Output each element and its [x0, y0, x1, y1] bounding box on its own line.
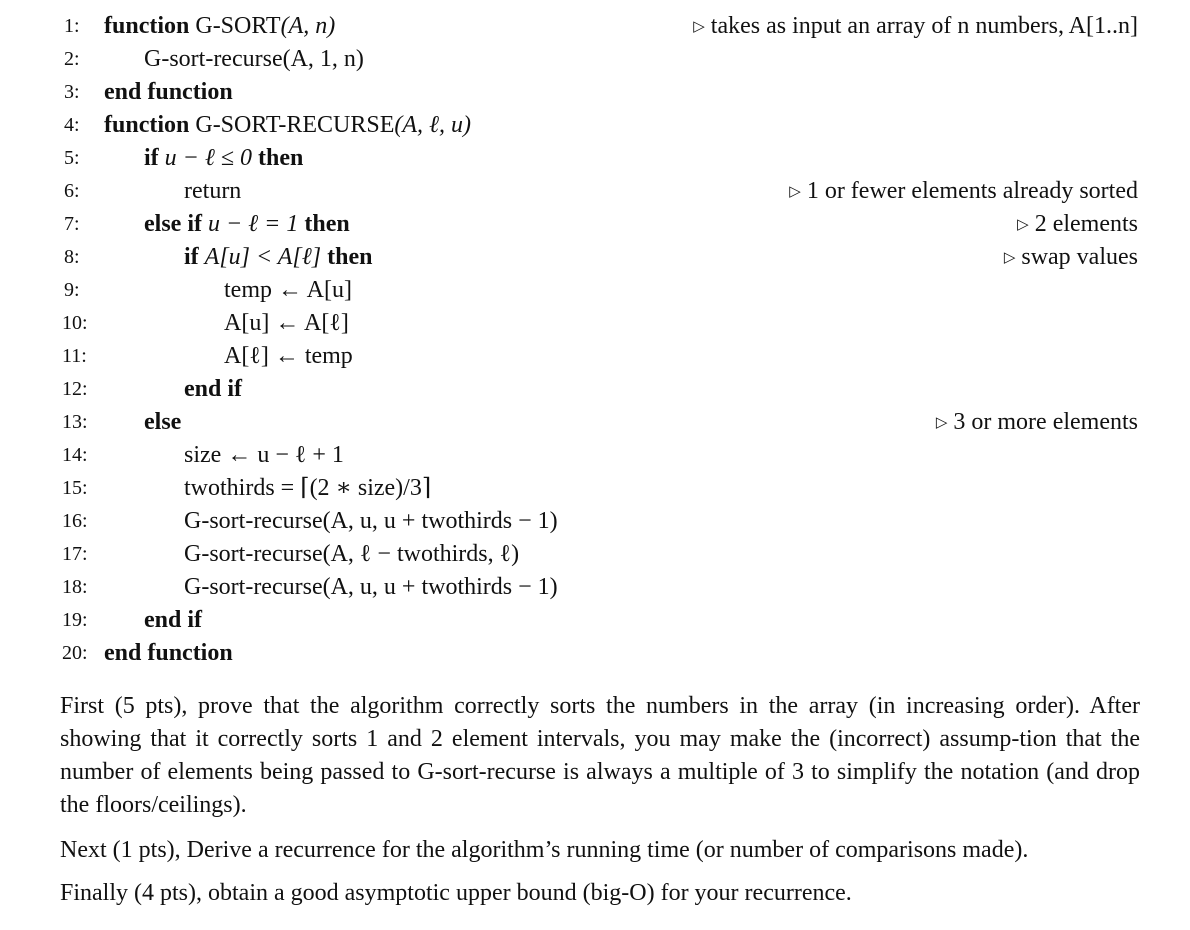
line-number: 1:: [64, 15, 80, 37]
question-next-paragraph: Next (1 pts), Derive a recurrence for the algorithm’s running time (or number of comparisons made).: [60, 837, 1029, 863]
line-code: A[ℓ] ← temp: [224, 343, 353, 369]
line-code: else: [144, 409, 182, 435]
algorithm-line: [0, 274, 1190, 307]
line-code: end function: [104, 640, 233, 666]
comment-triangle-icon: ▷: [1003, 250, 1016, 266]
algorithm-line: [0, 505, 1190, 538]
algorithm-line: [0, 241, 1190, 274]
comment-triangle-icon: ▷: [935, 415, 948, 431]
algorithm-line: [0, 43, 1190, 76]
line-number: 9:: [64, 279, 80, 301]
line-code: end function: [104, 79, 233, 105]
line-code: end if: [144, 607, 203, 633]
comment-triangle-icon: ▷: [1017, 217, 1029, 233]
algorithm-line: [0, 340, 1190, 373]
line-number: 13:: [62, 411, 88, 433]
line-number: 20:: [62, 642, 88, 664]
line-comment: ▷ 2 elements: [1017, 211, 1138, 237]
line-number: 12:: [62, 378, 88, 400]
line-number: 4:: [64, 114, 80, 136]
line-code: function G-SORT-RECURSE(A, ℓ, u): [104, 112, 472, 138]
line-code: G-sort-recurse(A, ℓ − twothirds, ℓ): [184, 541, 520, 567]
question-finally-paragraph: Finally (4 pts), obtain a good asymptotic upper bound (big-O) for your recurrence.: [60, 880, 852, 906]
line-number: 14:: [62, 444, 88, 466]
line-number: 18:: [62, 576, 88, 598]
line-comment: ▷ takes as input an array of n numbers, A[1..n]: [693, 13, 1138, 39]
line-code: if A[u] < A[ℓ] then: [184, 244, 373, 270]
line-code: G-sort-recurse(A, u, u + twothirds − 1): [184, 508, 558, 534]
line-code: G-sort-recurse(A, 1, n): [144, 46, 364, 72]
line-number: 7:: [64, 213, 80, 235]
algorithm-line: [0, 373, 1190, 406]
algorithm-listing: [0, 10, 1190, 670]
line-number: 3:: [64, 81, 80, 103]
line-code: A[u] ← A[ℓ]: [224, 310, 349, 336]
algorithm-line: [0, 109, 1190, 142]
line-code: temp ← A[u]: [224, 277, 352, 303]
algorithm-line: [0, 175, 1190, 208]
line-code: function G-SORT(A, n): [104, 13, 336, 39]
line-comment: ▷ 1 or fewer elements already sorted: [789, 178, 1138, 204]
algorithm-line: [0, 76, 1190, 109]
line-number: 11:: [62, 345, 87, 367]
line-number: 8:: [64, 246, 80, 268]
algorithm-line: [0, 208, 1190, 241]
line-number: 17:: [62, 543, 88, 565]
line-number: 15:: [62, 477, 88, 499]
algorithm-line: [0, 439, 1190, 472]
algorithm-line: [0, 472, 1190, 505]
comment-triangle-icon: ▷: [789, 184, 801, 200]
line-number: 2:: [64, 48, 80, 70]
line-number: 6:: [64, 180, 80, 202]
algorithm-line: [0, 142, 1190, 175]
line-number: 19:: [62, 609, 88, 631]
algorithm-line: [0, 406, 1190, 439]
line-number: 16:: [62, 510, 88, 532]
line-code: if u − ℓ ≤ 0 then: [144, 145, 304, 171]
line-code: return: [184, 178, 242, 204]
line-code: G-sort-recurse(A, u, u + twothirds − 1): [184, 574, 558, 600]
line-comment: ▷ swap values: [1003, 244, 1138, 270]
line-number: 5:: [64, 147, 80, 169]
comment-triangle-icon: ▷: [693, 19, 705, 35]
algorithm-line: [0, 637, 1190, 670]
line-code: end if: [184, 376, 243, 402]
line-number: 10:: [62, 312, 88, 334]
algorithm-line: [0, 604, 1190, 637]
line-code: twothirds = ⌈(2 ∗ size)/3⌉: [184, 475, 432, 501]
line-comment: ▷ 3 or more elements: [935, 409, 1138, 435]
line-code: size ← u − ℓ + 1: [184, 442, 344, 468]
line-code: else if u − ℓ = 1 then: [144, 211, 350, 237]
algorithm-line: [0, 538, 1190, 571]
algorithm-line: [0, 571, 1190, 604]
algorithm-line: [0, 307, 1190, 340]
algorithm-line: [0, 10, 1190, 43]
question-first-paragraph: First (5 pts), prove that the algorithm correctly sorts the numbers in the array (in increasing order). After showing that it correctly sorts 1 and 2 element intervals, you may make the (incorrect) assump-tion that the number of elements being passed to G-sort-recurse is always a multiple of 3 to simplify the notation (and drop the floors/ceilings).: [60, 693, 1140, 818]
